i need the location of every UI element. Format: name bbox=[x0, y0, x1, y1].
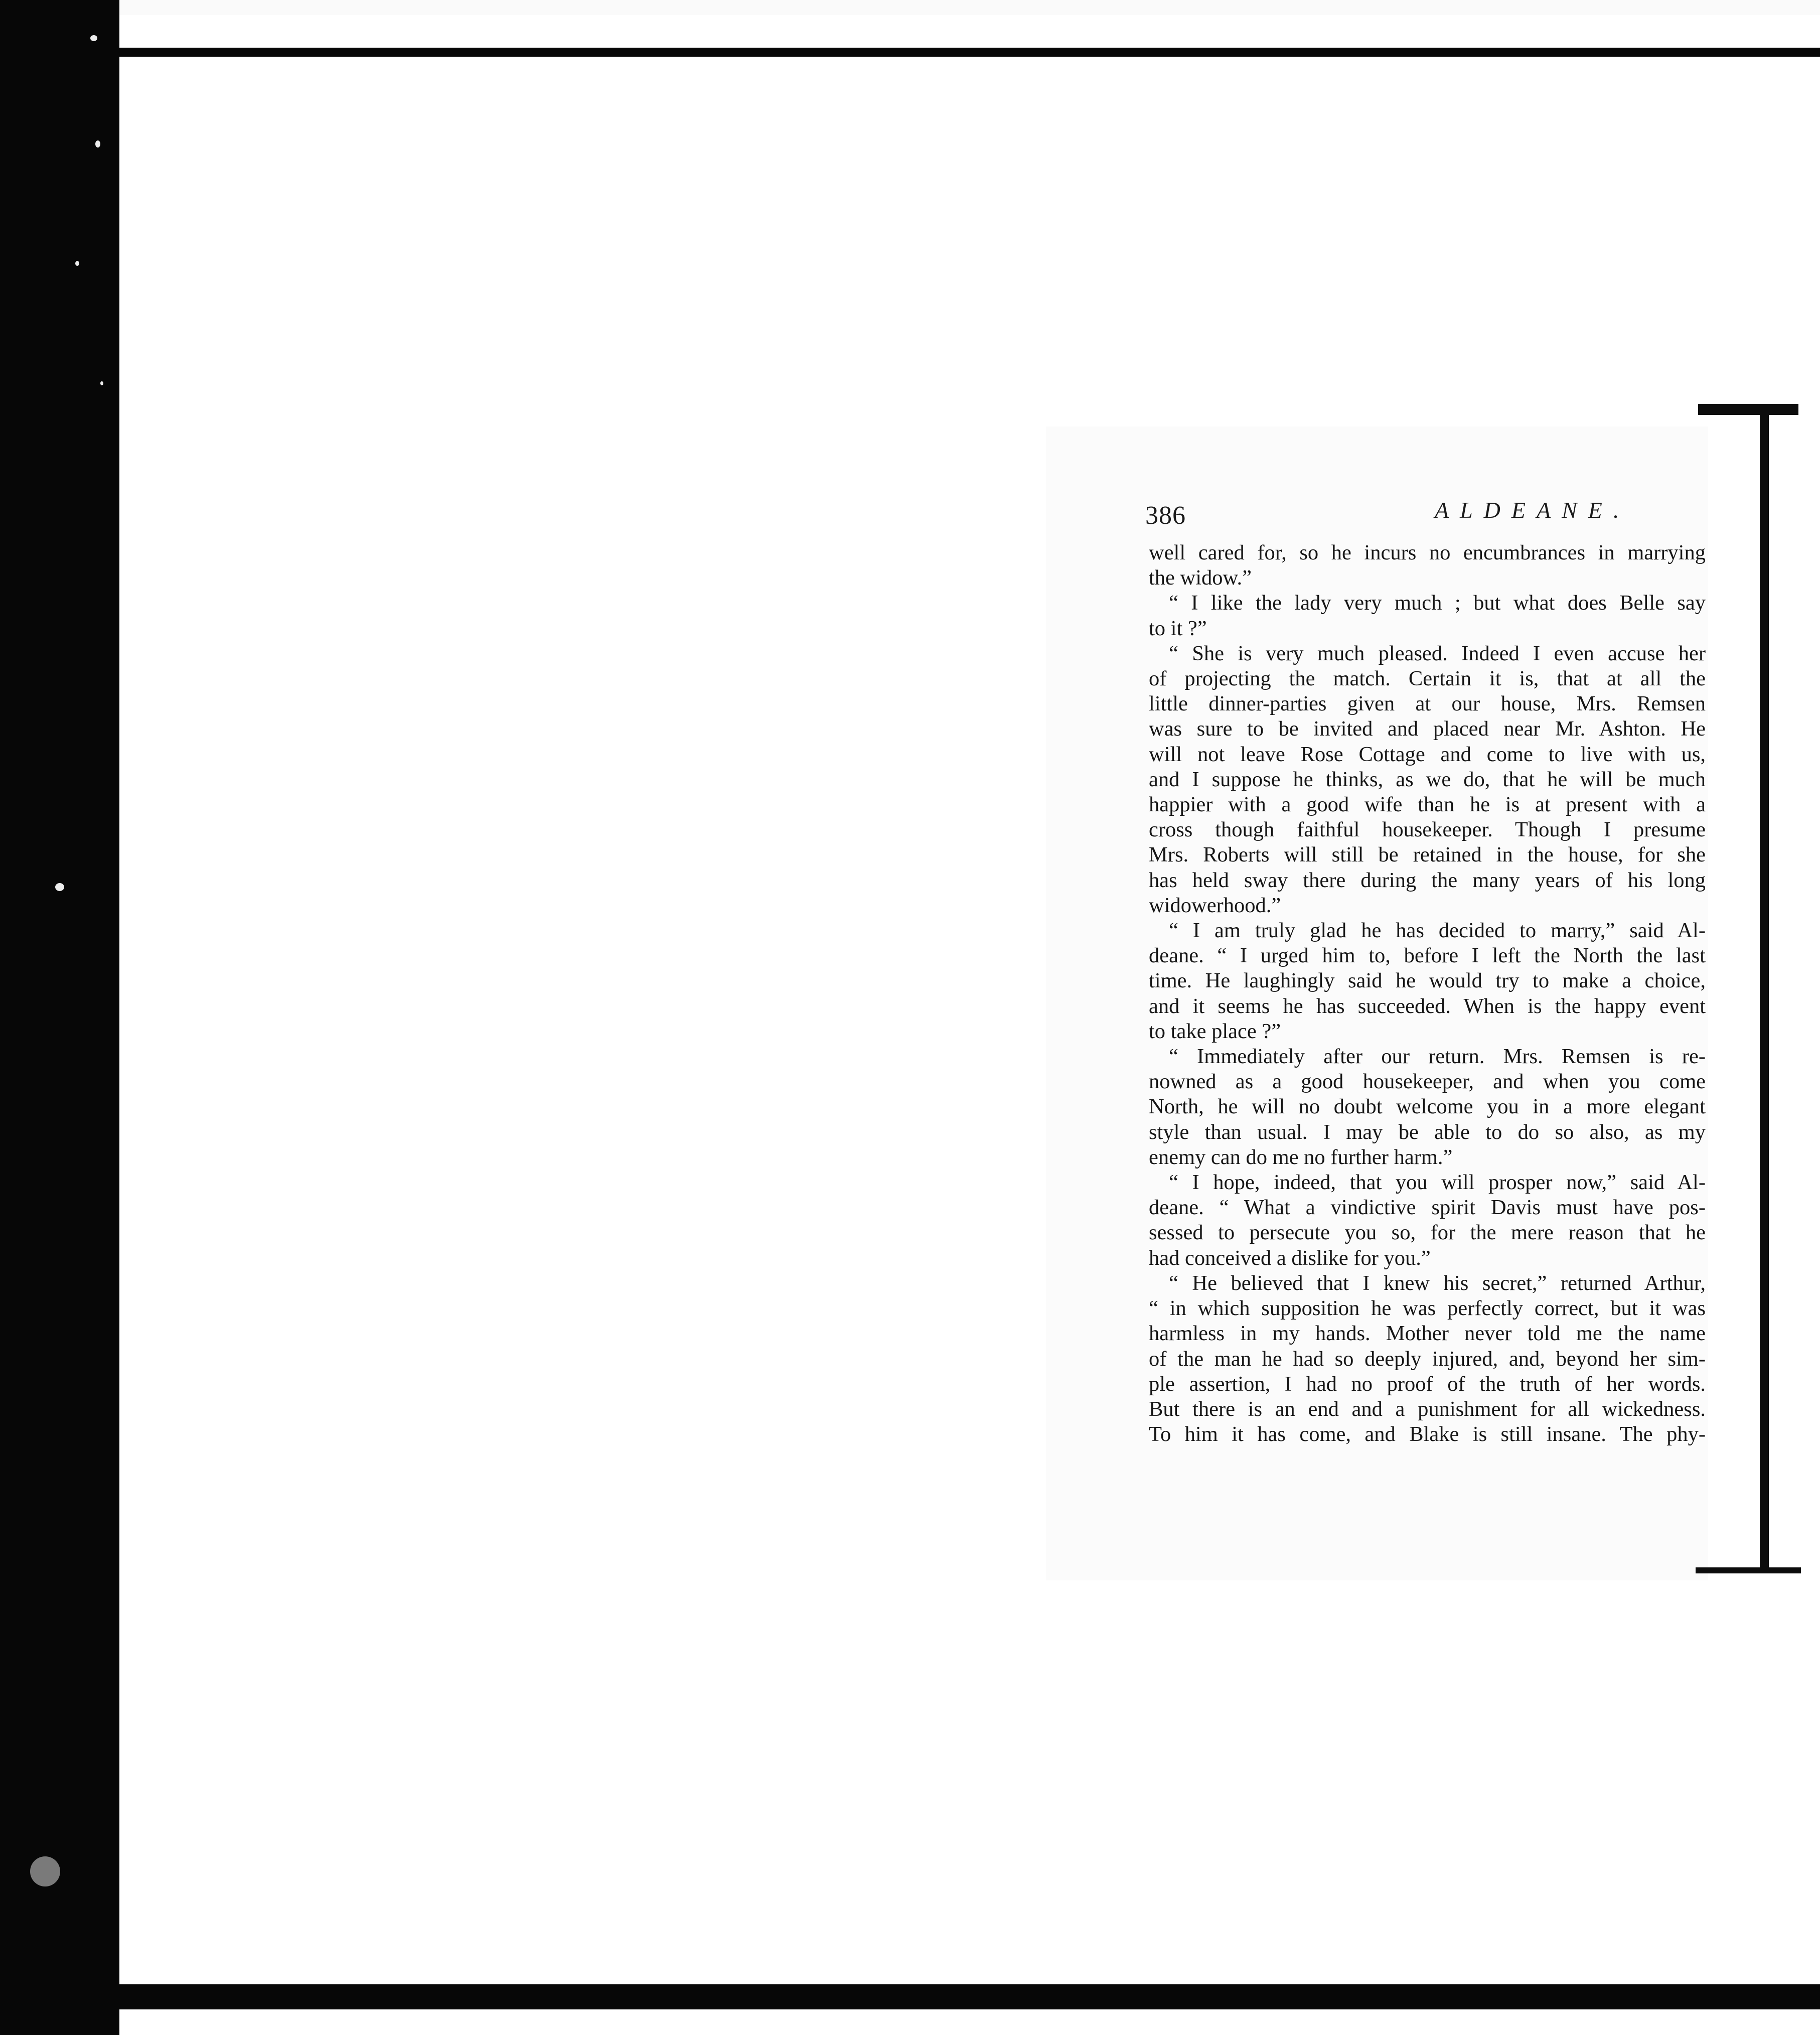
running-head: ALDEANE. bbox=[1435, 497, 1630, 523]
text-line: the widow.” bbox=[1149, 566, 1252, 590]
text-line: happier with a good wife than he is at present with a bbox=[1149, 793, 1706, 817]
text-line: cross though faithful housekeeper. Though I presume bbox=[1149, 818, 1706, 842]
text-line: was sure to be invited and placed near Mr. Ashton. He bbox=[1149, 717, 1706, 741]
page-number: 386 bbox=[1145, 501, 1186, 530]
text-line: “ I like the lady very much ; but what does Belle say bbox=[1169, 591, 1706, 615]
text-line: little dinner-parties given at our house, Mrs. Remsen bbox=[1149, 692, 1706, 716]
text-line: To him it has come, and Blake is still insane. The phy- bbox=[1149, 1422, 1706, 1446]
text-line: Mrs. Roberts will still be retained in the house, for she bbox=[1149, 843, 1706, 867]
text-line: harmless in my hands. Mother never told me the name bbox=[1149, 1322, 1706, 1346]
film-top-border bbox=[109, 48, 1820, 57]
text-line: and I suppose he thinks, as we do, that he will be much bbox=[1149, 767, 1706, 791]
text-line: and it seems he has succeeded. When is the happy event bbox=[1149, 994, 1706, 1018]
binding-bracket bbox=[1760, 407, 1769, 1572]
text-line: But there is an end and a punishment for all wickedness. bbox=[1149, 1397, 1706, 1421]
body-text bbox=[1149, 540, 1706, 1447]
text-line: “ I am truly glad he has decided to marry,” said Al- bbox=[1169, 919, 1706, 943]
text-line: widowerhood.” bbox=[1149, 893, 1281, 917]
text-line: to it ?” bbox=[1149, 616, 1207, 640]
text-line: “ She is very much pleased. Indeed I even accuse her bbox=[1169, 641, 1706, 665]
text-line: “ in which supposition he was perfectly correct, but it was bbox=[1149, 1296, 1706, 1321]
film-left-border bbox=[0, 0, 119, 2035]
text-line: “ He believed that I knew his secret,” returned Arthur, bbox=[1169, 1271, 1706, 1295]
text-line: has held sway there during the many years of his long bbox=[1149, 868, 1706, 892]
text-line: ple assertion, I had no proof of the truth of her words. bbox=[1149, 1372, 1706, 1396]
film-bottom-border bbox=[115, 1984, 1820, 2009]
binding-bracket-top bbox=[1698, 404, 1798, 415]
binding-bracket-bottom bbox=[1696, 1567, 1801, 1573]
text-line: deane. “ What a vindictive spirit Davis must have pos- bbox=[1149, 1196, 1706, 1220]
text-line: had conceived a dislike for you.” bbox=[1149, 1246, 1431, 1270]
text-line: “ Immediately after our return. Mrs. Remsen is re- bbox=[1169, 1045, 1706, 1069]
text-line: North, he will no doubt welcome you in a more elegant bbox=[1149, 1095, 1706, 1119]
text-line: to take place ?” bbox=[1149, 1019, 1281, 1043]
text-line: of projecting the match. Certain it is, that at all the bbox=[1149, 667, 1706, 691]
text-line: enemy can do me no further harm.” bbox=[1149, 1145, 1453, 1169]
text-line: of the man he had so deeply injured, and, beyond her sim- bbox=[1149, 1347, 1706, 1371]
text-line: will not leave Rose Cottage and come to live with us, bbox=[1149, 742, 1706, 766]
text-line: sessed to persecute you so, for the mere reason that he bbox=[1149, 1221, 1706, 1245]
text-line: “ I hope, indeed, that you will prosper now,” said Al- bbox=[1169, 1171, 1706, 1195]
film-edge-strip bbox=[0, 0, 1820, 15]
text-line: time. He laughingly said he would try to make a choice, bbox=[1149, 969, 1706, 993]
text-line: style than usual. I may be able to do so also, as my bbox=[1149, 1120, 1706, 1144]
text-line: deane. “ I urged him to, before I left the North the last bbox=[1149, 944, 1706, 968]
text-line: nowned as a good housekeeper, and when you come bbox=[1149, 1070, 1706, 1094]
text-line: well cared for, so he incurs no encumbrances in marrying bbox=[1149, 541, 1706, 564]
